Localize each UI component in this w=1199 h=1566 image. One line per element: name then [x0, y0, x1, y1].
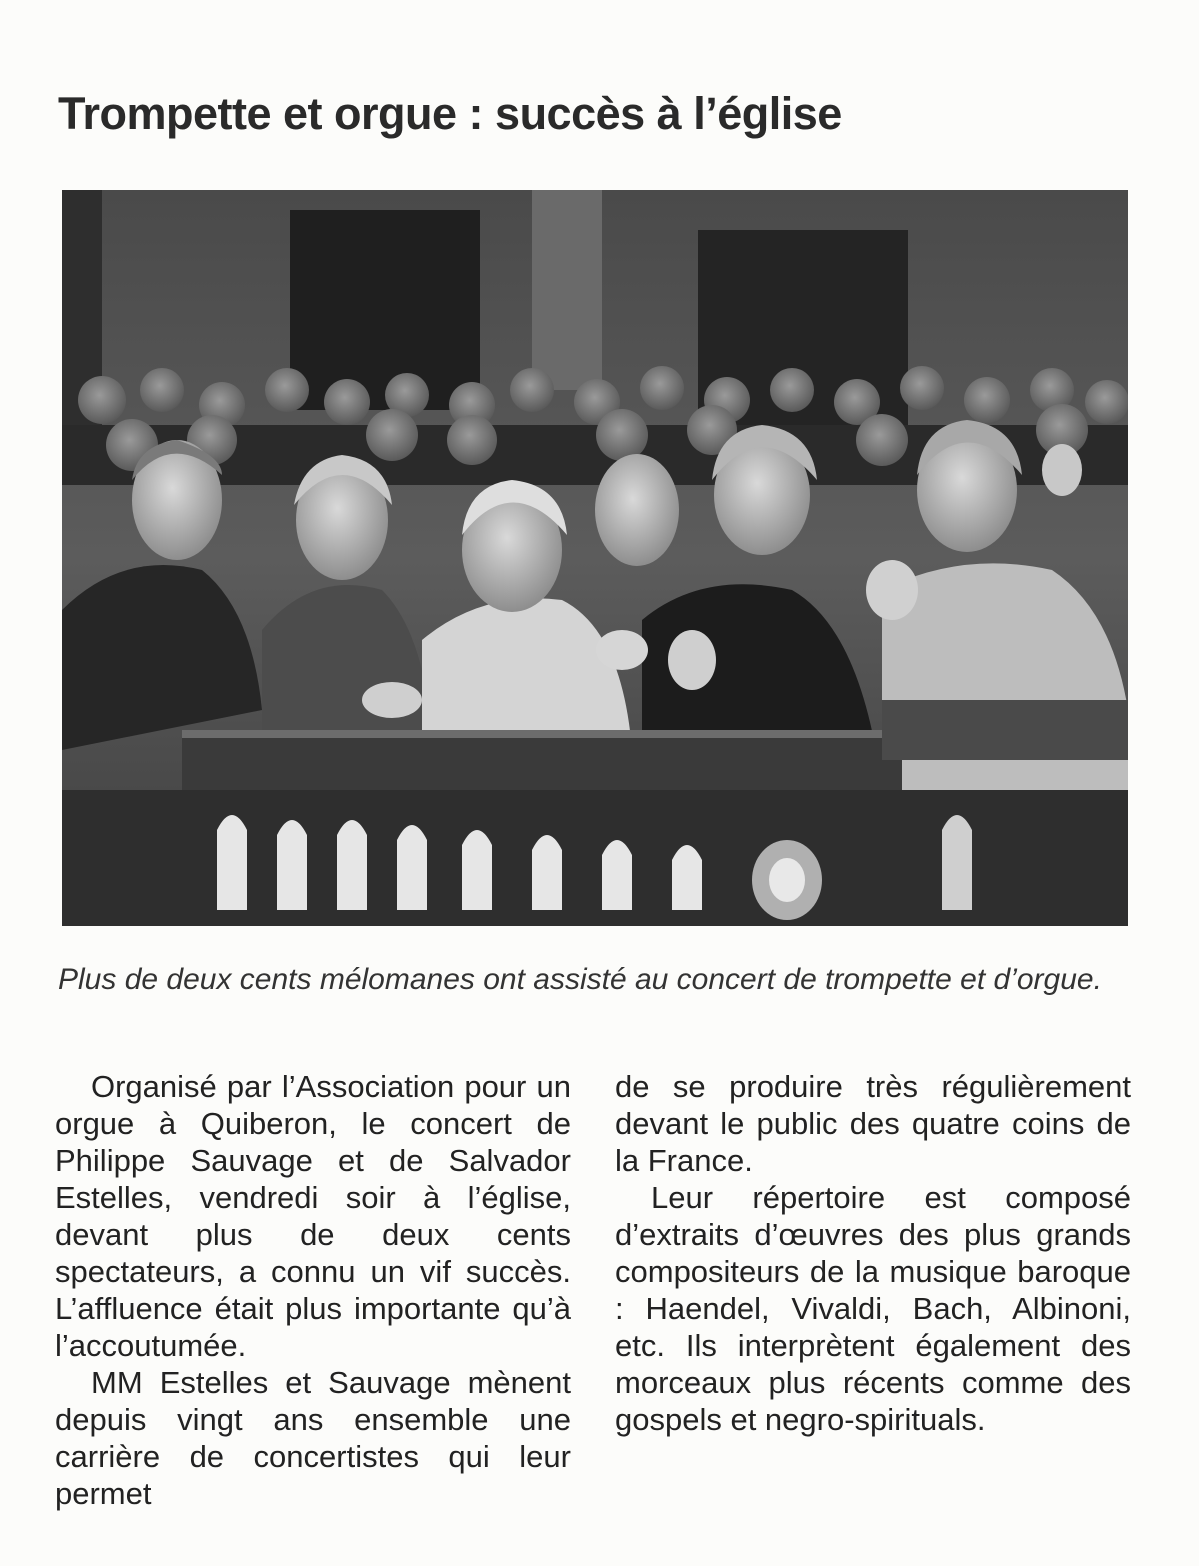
article-column-right [615, 1068, 1131, 1438]
paragraph: Organisé par l’Association pour un orgue à Quiberon, le concert de Philippe Sauvage et de Salvador Estelles, vendredi soir à l’église, devant plus de deux cents spectateurs, a connu un vif succès. L’affluence était plus importante qu’à l’accoutumée. [55, 1069, 571, 1363]
paragraph: Leur répertoire est composé d’extraits d’œuvres des plus grands compositeurs de la musique baroque : Haendel, Vivaldi, Bach, Albinoni, etc. Ils interprètent également des morceaux plus récents comme des gospels et negro-spirituals. [615, 1180, 1131, 1437]
article-column-left [55, 1068, 571, 1512]
audience-photo-graphic [62, 190, 1128, 926]
concert-audience-photo [62, 190, 1128, 926]
paragraph: MM Estelles et Sauvage mènent depuis vingt ans ensemble une carrière de concertistes qui leur permet [55, 1365, 571, 1511]
paragraph-continued: de se produire très régulièrement devant le public des quatre coins de la France. [615, 1069, 1131, 1178]
article-headline: Trompette et orgue : succès à l’église [58, 88, 842, 139]
photo-caption: Plus de deux cents mélomanes ont assisté au concert de trompette et d’orgue. [58, 963, 1102, 996]
